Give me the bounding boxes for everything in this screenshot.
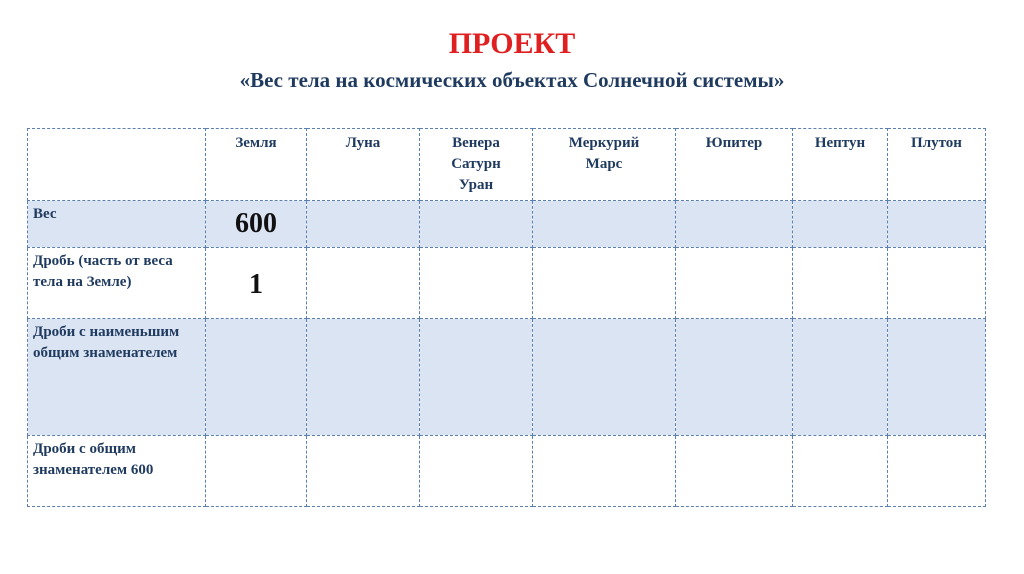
row-label: Дроби с наименьшим общим знаменателем [28,319,206,436]
header-label: Меркурий [568,135,640,151]
header-label: Плутон [911,135,962,151]
table-cell [533,319,676,436]
table-cell [420,436,533,507]
table-row [28,201,986,248]
table-cell [533,436,676,507]
table-cell [676,248,793,319]
earth-weight-cell [206,201,307,248]
table-row [28,248,986,319]
earth-weight-value: 600 [235,208,277,239]
table-cell [307,436,420,507]
table-cell [533,248,676,319]
header-cell-moon [307,129,420,201]
row-label: Вес [28,201,206,248]
table-cell [888,319,986,436]
header-label: Земля [235,135,277,151]
table-cell [420,319,533,436]
slide-subtitle: «Вес тела на космических объектах Солнечной системы» [239,68,785,92]
table-cell [307,248,420,319]
corner-cell [28,129,206,201]
table-cell [420,248,533,319]
table-cell [793,319,888,436]
row-label: Дроби с общим знаменателем 600 [28,436,206,507]
header-label: Сатурн [451,156,501,172]
table-row [28,319,986,436]
row-label: Дробь (часть от веса тела на Земле) [28,248,206,319]
header-label: Луна [345,135,381,151]
table-cell [307,201,420,248]
header-cell-venus-saturn-uranus [420,129,533,201]
weight-table [27,128,986,507]
table-cell [206,319,307,436]
table-cell [793,436,888,507]
table-cell [793,201,888,248]
table-row [28,436,986,507]
header-cell-earth [206,129,307,201]
table-cell [533,201,676,248]
table-cell [888,248,986,319]
table-cell [888,436,986,507]
table-cell [676,436,793,507]
table-cell [307,319,420,436]
earth-fraction-cell [206,248,307,319]
header-cell-pluto [888,129,986,201]
table-header-row [28,129,986,201]
table-cell [206,436,307,507]
table-cell [420,201,533,248]
earth-fraction-value: 1 [249,269,263,300]
header-label: Нептун [814,135,866,151]
table-cell [888,201,986,248]
table-cell [676,319,793,436]
slide-title: ПРОЕКТ [448,27,576,60]
header-label: Уран [458,177,494,193]
table-cell [793,248,888,319]
header-cell-jupiter [676,129,793,201]
header-cell-neptune [793,129,888,201]
header-label: Венера [452,135,500,151]
table-cell [676,201,793,248]
header-label: Марс [585,156,623,172]
header-cell-mercury-mars [533,129,676,201]
header-label: Юпитер [705,135,763,151]
